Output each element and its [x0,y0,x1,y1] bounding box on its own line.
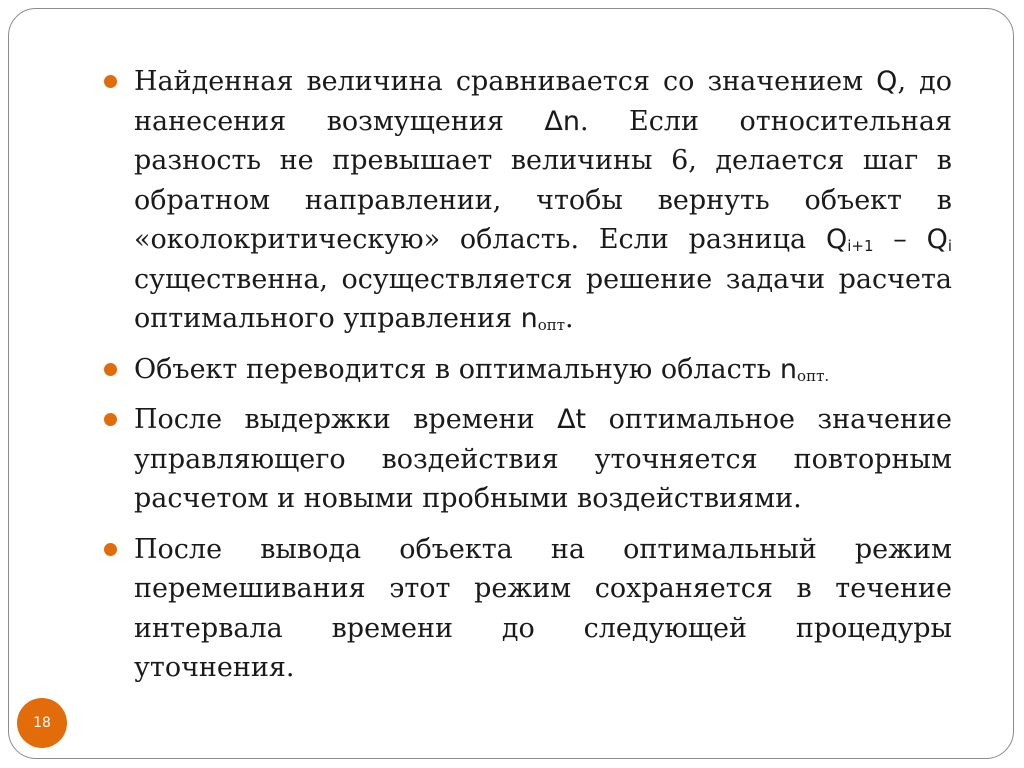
subscript: опт. [797,366,830,385]
symbol-delta-n: Δn [544,105,580,137]
bullet-text: . Если относительная разность не превышает величины 6, делается шаг в обратном направлении, чтобы вернуть объект в «околокритическую» область. Если разница [134,105,952,255]
symbol-n: n [779,353,798,385]
bullet-item [104,62,952,339]
symbol-q: Q [926,224,948,255]
subscript: i+1 [847,237,874,255]
bullet-text: существенна, осуществляется решение задачи расчета оптимального управления [134,263,952,334]
bullet-dot-icon [104,75,117,88]
bullet-text: После вывода объекта на оптимальный режим перемешивания этот режим сохраняется в течение интервала времени до следующей процедуры уточнения. [134,533,952,683]
bullet-item [104,350,952,390]
page-number-badge [17,698,67,748]
symbol-delta-t: Δt [557,404,587,435]
bullet-dot-icon [104,543,117,556]
bullet-text: , до нанесения возмущения [134,66,952,137]
bullet-text: – [873,224,927,255]
bullet-dot-icon [104,413,117,426]
symbol-q: Q [876,66,898,97]
bullet-text: оптимальное значение управляющего воздействия уточняется повторным расчетом и новыми пробными воздействиями. [134,404,952,514]
bullet-item [104,400,952,519]
bullet-text: После выдержки времени [134,404,558,435]
bullet-dot-icon [104,363,117,376]
symbol-n: n [520,303,538,334]
subscript: i [947,237,952,255]
bullet-text: Объект переводится в оптимальную область [134,353,780,385]
slide-content [104,62,952,699]
bullet-item [104,530,952,688]
bullet-list [104,62,952,688]
page-number: 18 [33,715,51,731]
subscript: опт [537,316,566,334]
bullet-text: . [565,303,574,334]
bullet-text: Найденная величина сравнивается со значением [134,66,877,97]
symbol-q: Q [825,224,848,255]
